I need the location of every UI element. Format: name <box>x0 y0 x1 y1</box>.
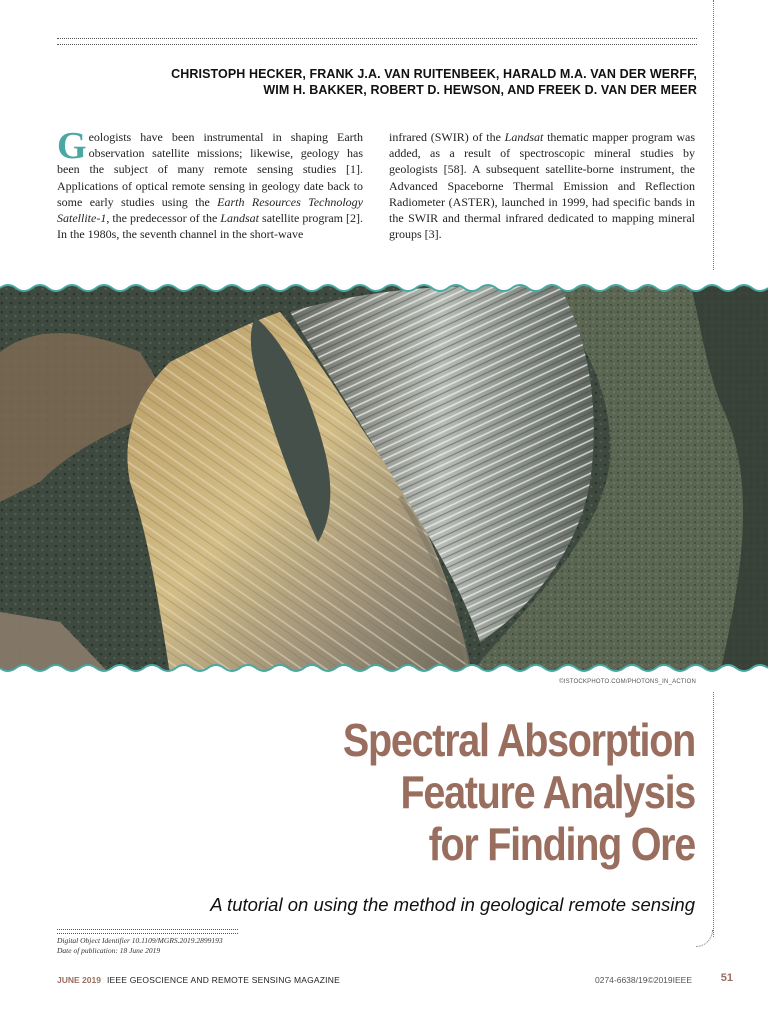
footer-date: JUNE 2019 <box>57 975 101 985</box>
intro-text: infrared (SWIR) of the <box>389 130 505 144</box>
intro-italic: Landsat <box>220 211 260 226</box>
intro-column-1 <box>57 125 364 242</box>
intro-text: eologists have been instrumental in shaping Earth observation satellite missions; likewise, geology has been the subject of many remote sensing studies [1]. Applications of optical remote sensing in geology date back to some early studies using the <box>57 130 363 209</box>
article-subtitle: A tutorial on using the method in geological remote sensing <box>210 894 695 915</box>
title-line-3: for Finding Ore <box>428 818 695 870</box>
page-number: 51 <box>720 972 733 984</box>
article-title <box>213 714 695 870</box>
top-dotted-rule <box>57 38 697 45</box>
pubdate-line: Date of publication: 18 June 2019 <box>57 946 161 955</box>
author-list <box>77 66 697 98</box>
photo-credit: ©ISTOCKPHOTO.COM/PHOTONS_IN_ACTION <box>559 679 696 685</box>
intro-column-2 <box>389 129 695 242</box>
aerial-photo-illustration <box>0 282 768 674</box>
footer-magazine: IEEE GEOSCIENCE AND REMOTE SENSING MAGAZINE <box>107 975 340 985</box>
intro-text: satellite program [2]. In the 1980s, the seventh channel in the short-wave <box>57 211 364 242</box>
page-footer <box>57 975 712 987</box>
title-line-1: Spectral Absorption <box>342 714 695 766</box>
intro-text: , the predecessor of the <box>106 211 221 226</box>
publication-meta <box>57 936 223 956</box>
intro-italic: Earth Resources Technology Satellite-1 <box>57 194 364 226</box>
meta-dotted-rule <box>57 929 238 934</box>
drop-cap: G <box>57 125 87 167</box>
aerial-geology-photo <box>0 282 768 674</box>
intro-text: thematic mapper program was added, as a result of spectroscopic mineral studies by geologists [58]. A subsequent satellite-borne instrument, the Advanced Spaceborne Thermal Emission and Reflection Radiometer (ASTER), launched in 1999, had specific bands in the SWIR and thermal infrared dedicated to mapping mineral groups [3]. <box>389 130 695 242</box>
right-dotted-rule-bottom <box>713 692 714 937</box>
doi-line: Digital Object Identifier 10.1109/MGRS.2019.2899193 <box>57 936 223 945</box>
right-dotted-rule-top <box>713 0 714 270</box>
footer-copyright: 0274-6638/19©2019IEEE <box>594 975 692 985</box>
intro-italic: Landsat <box>504 130 544 144</box>
author-line-2: WIM H. BAKKER, ROBERT D. HEWSON, AND FREEK D. VAN DER MEER <box>263 83 697 97</box>
title-line-2: Feature Analysis <box>400 766 695 818</box>
author-line-1: CHRISTOPH HECKER, FRANK J.A. VAN RUITENBEEK, HARALD M.A. VAN DER WERFF, <box>171 67 697 81</box>
right-dotted-corner <box>696 930 713 947</box>
